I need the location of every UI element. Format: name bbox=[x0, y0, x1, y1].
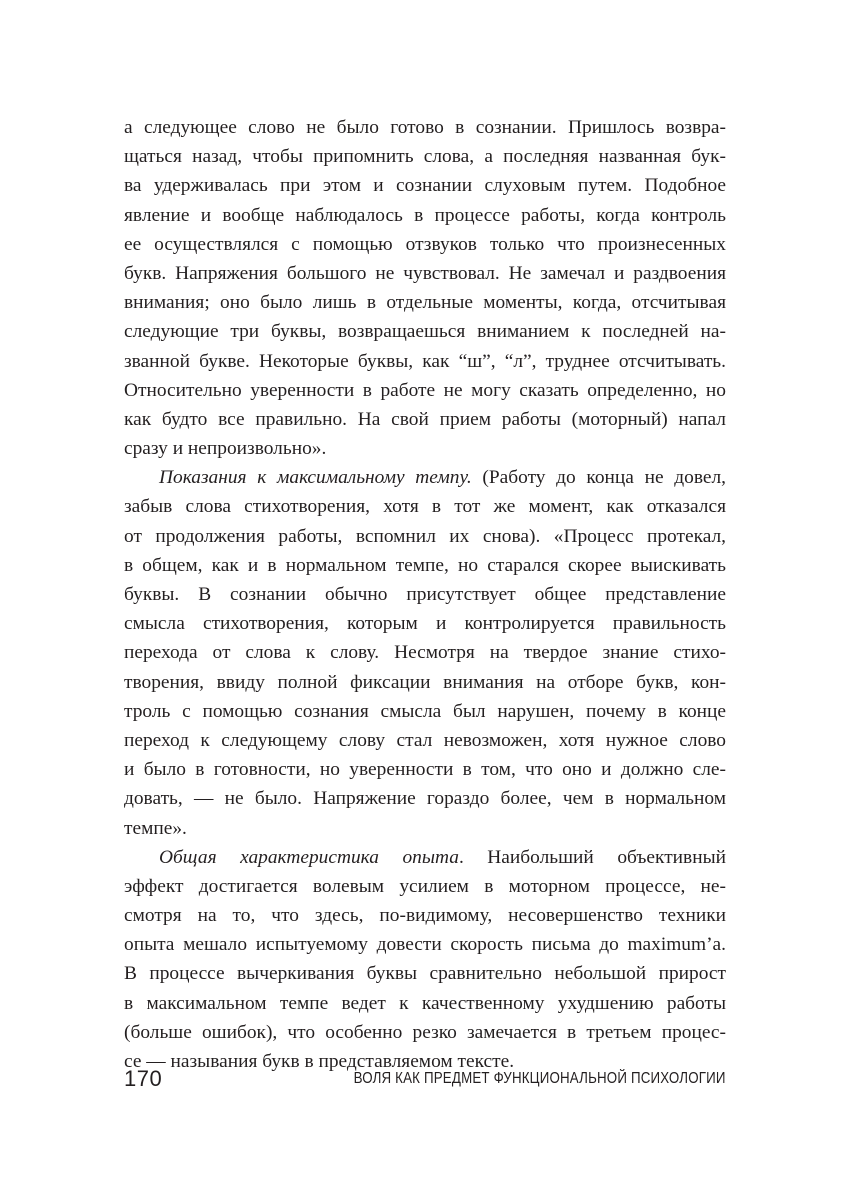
text-line: в общем, как и в нормальном темпе, но старался скорее выискивать bbox=[124, 554, 726, 576]
text-line: ва удерживалась при этом и сознании слуховым путем. Подобное bbox=[124, 175, 726, 197]
text-line: щаться назад, чтобы припомнить слова, а последняя названная бук- bbox=[124, 146, 726, 168]
page-footer bbox=[124, 1063, 726, 1095]
text-line: эффект достигается волевым усилием в моторном процессе, не- bbox=[124, 875, 726, 897]
text-line: буквы. В сознании обычно присутствует общее представление bbox=[124, 584, 726, 605]
text-line: званной букве. Некоторые буквы, как “ш”, “л”, труднее отсчитывать. bbox=[124, 350, 726, 372]
text-line: довать, — не было. Напряжение гораздо более, чем в нормальном bbox=[124, 788, 726, 810]
text-line bbox=[124, 843, 726, 872]
text-line: внимания; оно было лишь в отдельные моменты, когда, отсчитывая bbox=[124, 292, 726, 314]
text-line: темпе». bbox=[124, 817, 187, 839]
text-line bbox=[124, 463, 726, 492]
text-line: опыта мешало испытуемому довести скорость письма до maximum’a. bbox=[124, 934, 726, 956]
section-heading-inline: Показания к максимальному темпу. bbox=[159, 467, 472, 489]
text-line: Относительно уверенности в работе не могу сказать определенно, но bbox=[124, 379, 726, 401]
text-line: перехода от слова к слову. Несмотря на твердое знание стихо- bbox=[124, 642, 726, 664]
text-line: переход к следующему слову стал невозможен, хотя нужное слово bbox=[124, 729, 726, 751]
text-line: явление и вообще наблюдалось в процессе работы, когда контроль bbox=[124, 204, 726, 226]
page-number: 170 bbox=[124, 1066, 163, 1091]
text-line: следующие три буквы, возвращаешься вниманием к последней на- bbox=[124, 321, 726, 343]
text-line: как будто все правильно. На свой прием работы (моторный) напал bbox=[124, 408, 726, 430]
body-text bbox=[124, 113, 726, 1076]
text-line: ее осуществлялся с помощью отзвуков только что произнесенных bbox=[124, 233, 726, 255]
text-line: творения, ввиду полной фиксации внимания на отборе букв, кон- bbox=[124, 671, 726, 693]
text-line: (больше ошибок), что особенно резко замечается в третьем процес- bbox=[124, 1021, 726, 1043]
text-run: (Работу до конца не довел, bbox=[471, 467, 726, 489]
text-line: смысла стихотворения, которым и контролируется правильность bbox=[124, 613, 726, 635]
text-line: забыв слова стихотворения, хотя в тот же момент, как отказался bbox=[124, 496, 726, 518]
text-line: букв. Напряжения большого не чувствовал. Не замечал и раздвоения bbox=[124, 262, 726, 284]
section-heading-inline: Общая характеристика опыта bbox=[159, 846, 459, 868]
text-line: а следующее слово не было готово в сознании. Пришлось возвра- bbox=[124, 117, 726, 138]
text-line: смотря на то, что здесь, по-видимому, несовершенство техники bbox=[124, 905, 726, 927]
text-line: в максимальном темпе ведет к качественному ухудшению работы bbox=[124, 992, 726, 1014]
text-line: от продолжения работы, вспомнил их снова). «Процесс протекал, bbox=[124, 525, 726, 547]
text-line: сразу и непроизвольно». bbox=[124, 438, 327, 460]
text-line: се — называния букв в представляемом тексте. bbox=[124, 1051, 515, 1072]
text-line: В процессе вычеркивания буквы сравнительно небольшой прирост bbox=[124, 963, 726, 985]
text-line: троль с помощью сознания смысла был нарушен, почему в конце bbox=[124, 700, 726, 722]
running-title: ВОЛЯ КАК ПРЕДМЕТ ФУНКЦИОНАЛЬНОЙ ПСИХОЛОГИИ bbox=[353, 1070, 726, 1087]
text-run: . Наибольший объективный bbox=[458, 846, 726, 868]
text-line: и было в готовности, но уверенности в том, что оно и должно сле- bbox=[124, 759, 726, 781]
